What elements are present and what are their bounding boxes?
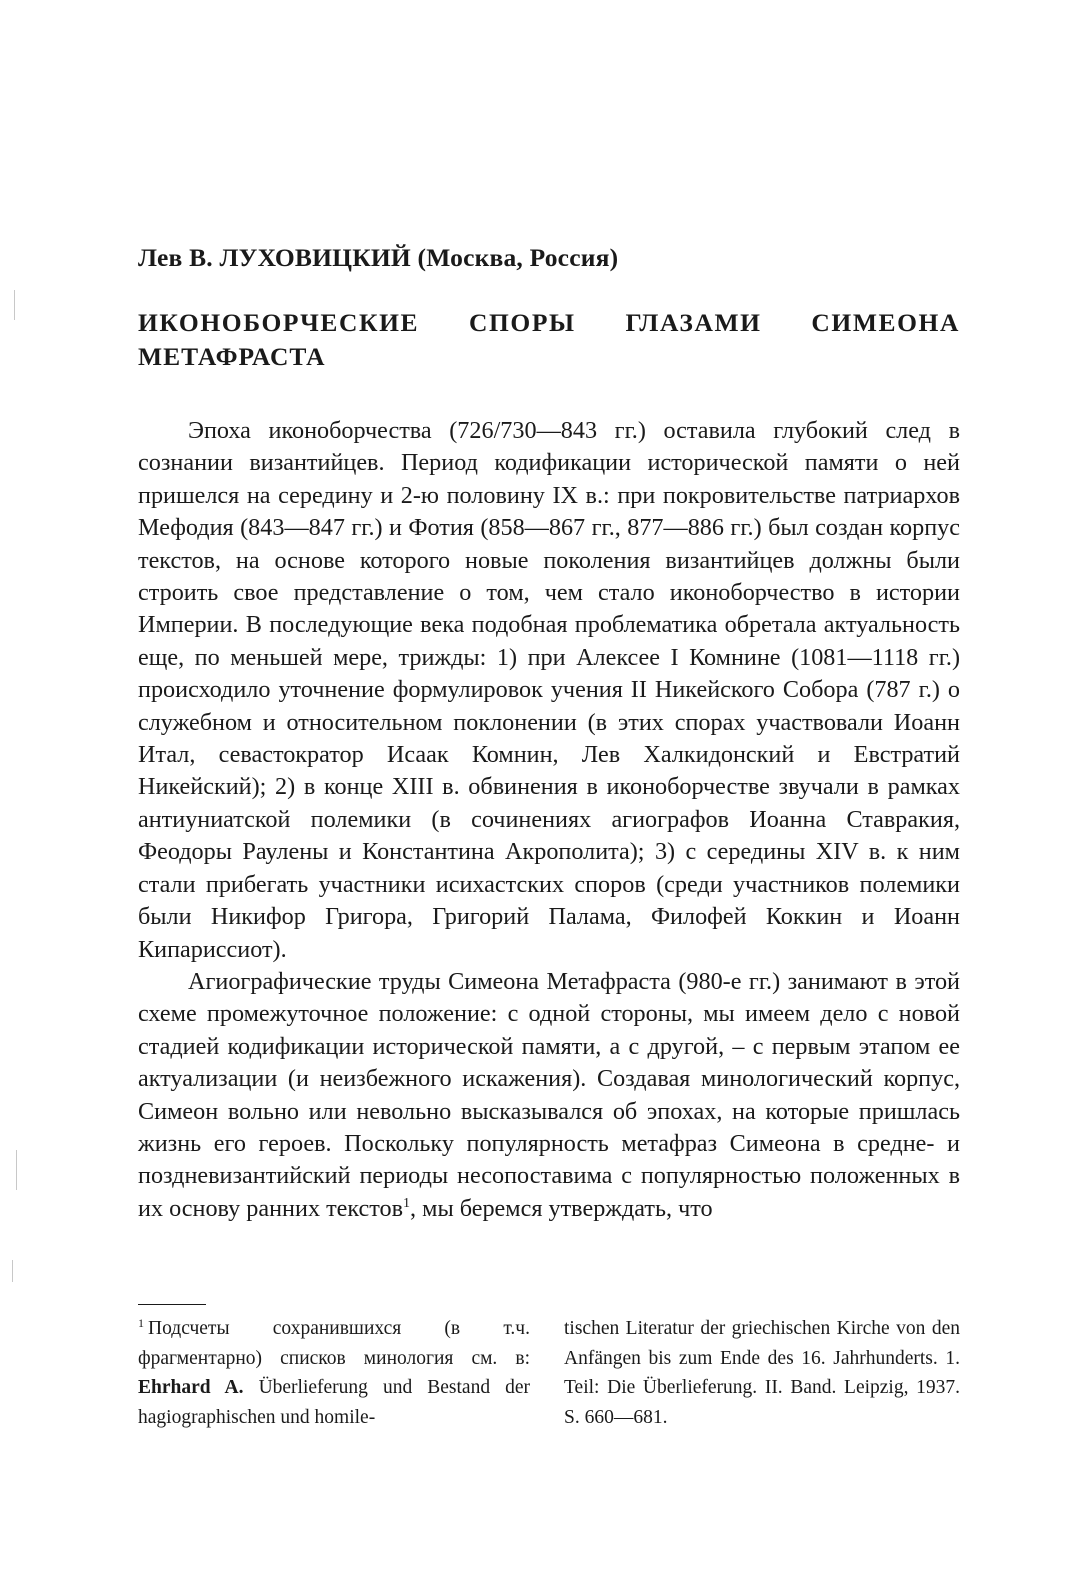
- article-body: [138, 415, 960, 1225]
- author-line: Лев В. ЛУХОВИЦКИЙ (Москва, Россия): [138, 243, 619, 272]
- scan-artifact: [14, 290, 15, 320]
- scan-artifact: [16, 1150, 17, 1190]
- footnote-author: Ehrhard A.: [138, 1377, 244, 1398]
- title-line-2: МЕТАФРАСТА: [138, 342, 326, 371]
- body-paragraph-1: Эпоха иконоборчества (726/730—843 гг.) оставила глубокий след в сознании византийцев. Период кодификации исторической памяти о ней пришелся на середину и 2-ю половину IX в.: при покровительстве патриархов Мефодия (843—847 гг.) и Фотия (858—867 гг., 877—886 гг.) был создан корпус текстов, на основе которого новые поколения византийцев должны были строить свое представление о том, чем стало иконоборчество в истории Империи. В последующие века подобная проблематика обретала актуальность еще, по меньшей мере, трижды: 1) при Алексее I Комнине (1081—1118 гг.) происходило уточнение формулировок учения II Никейского Собора (787 г.) о служебном и относительном поклонении (в этих спорах участвовали Иоанн Итал, севастократор Исаак Комнин, Лев Халкидонский и Евстратий Никейский); 2) в конце XIII в. обвинения в иконоборчестве звучали в рамках антиуниатской полемики (в сочинениях агиографов Иоанна Ставракия, Феодоры Раулены и Константина Акрополита); 3) с середины XIV в. к ним стали прибегать участники исихастских споров (среди участников полемики были Никифор Григора, Григорий Палама, Филофей Коккин и Иоанн Кипариссиот).: [138, 417, 960, 963]
- footnote-divider: [138, 1304, 206, 1305]
- footnote-mark: 1: [138, 1315, 144, 1330]
- footnote-left-text: Подсчеты сохранившихся (в т.ч. фрагментарно) списков минология см. в:: [138, 1318, 530, 1369]
- title-line-1: ИКОНОБОРЧЕСКИЕ СПОРЫ ГЛАЗАМИ СИМЕОНА: [138, 308, 960, 337]
- footnote-reference[interactable]: 1: [403, 1195, 411, 1211]
- footnote: [138, 1314, 960, 1432]
- footnote-column-left: [138, 1314, 530, 1432]
- body-paragraph-2: [138, 966, 960, 1225]
- paragraph-2-tail: , мы беремся утверждать, что: [410, 1194, 713, 1222]
- article-page: [138, 240, 960, 1225]
- footnote-column-right: tischen Literatur der griechischen Kirche von den Anfängen bis zum Ende des 16. Jahrhunderts. 1. Teil: Die Überlieferung. II. Band. Leipzig, 1937. S. 660—681.: [564, 1318, 960, 1428]
- article-title: [138, 306, 960, 374]
- footnote-left-tail: Überlieferung und Bestand der hagiographischen und homile-: [138, 1377, 531, 1428]
- paragraph-2-text: Агиографические труды Симеона Метафраста (980-е гг.) занимают в этой схеме промежуточное положение: с одной стороны, мы имеем дело с новой стадией кодификации исторической памяти, а с другой, – с первым этапом ее актуализации (и неизбежного искажения). Создавая минологический корпус, Симеон вольно или невольно высказывался об эпохах, на которые пришлась жизнь его героев. Поскольку популярность метафраз Симеона в средне- и поздневизантийский периоды несопоставима с популярностью положенных в их основу ранних текстов: [138, 967, 960, 1222]
- scan-artifact: [12, 1260, 13, 1282]
